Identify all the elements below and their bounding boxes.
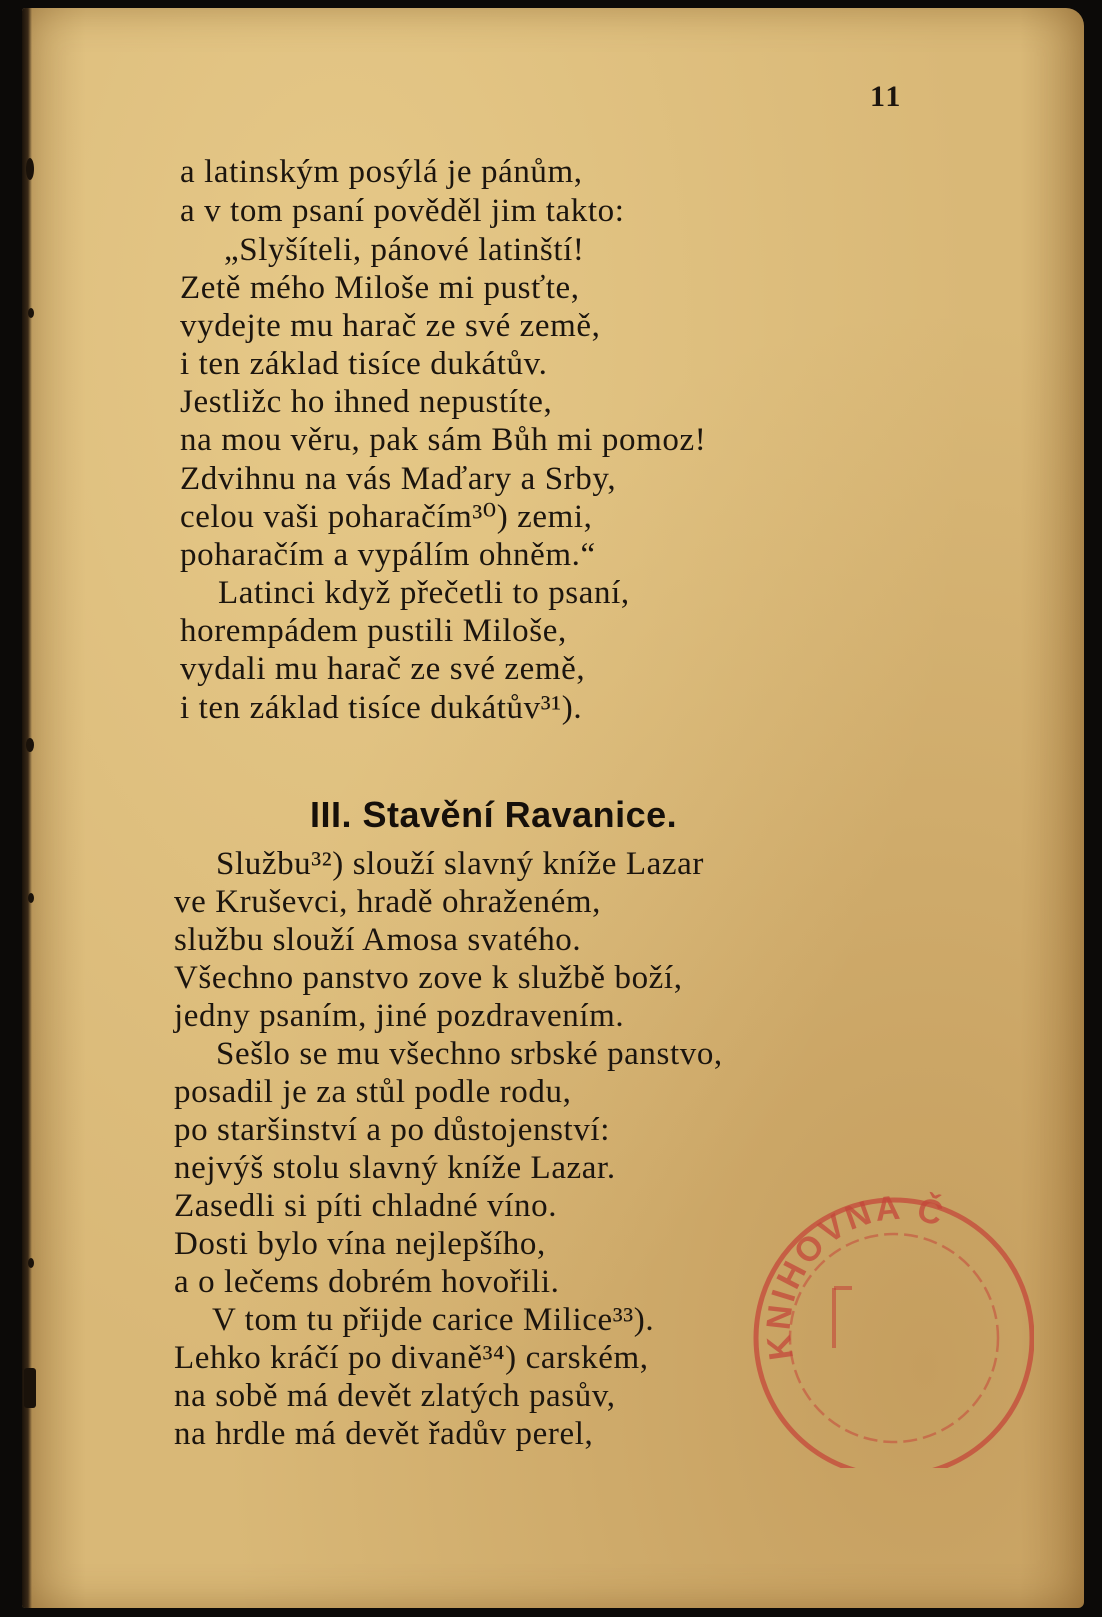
poem-line: nejvýš stolu slavný kníže Lazar. xyxy=(174,1150,616,1186)
poem-line: i ten základ tisíce dukátův. xyxy=(180,346,548,382)
poem-line: horempádem pustili Miloše, xyxy=(180,613,567,649)
poem-line: Lehko kráčí po divaně³⁴) carském, xyxy=(174,1340,649,1376)
poem-line: službu slouží Amosa svatého. xyxy=(174,922,582,958)
margin-speck xyxy=(28,1258,34,1268)
poem-line: i ten základ tisíce dukátův³¹). xyxy=(180,690,583,726)
poem-line: Jestližc ho ihned nepustíte, xyxy=(180,384,553,420)
poem-line: „Slyšíteli, pánové latinští! xyxy=(224,232,585,268)
section-heading: III. Stavění Ravanice. xyxy=(310,794,678,835)
svg-text:KNIHOVNA Č xyxy=(760,1189,950,1363)
poem-line: jedny psaním, jiné pozdravením. xyxy=(174,998,625,1034)
poem-line: Všechno panstvo zove k službě boží, xyxy=(174,960,683,996)
poem-line: Dosti bylo vína nejlepšího, xyxy=(174,1226,546,1262)
poem-line: Zetě mého Miloše mi pusťte, xyxy=(180,270,580,306)
poem-line: Zasedli si píti chladné víno. xyxy=(174,1188,558,1224)
poem-line: Zdvihnu na vás Maďary a Srby, xyxy=(180,461,617,497)
book-page xyxy=(22,8,1084,1608)
margin-speck xyxy=(28,893,34,903)
poem-line: vydali mu harač ze své země, xyxy=(180,651,586,687)
poem-line: vydejte mu harač ze své země, xyxy=(180,308,601,344)
poem-line: Službu³²) slouží slavný kníže Lazar xyxy=(216,846,704,882)
poem-line: a latinským posýlá je pánům, xyxy=(180,154,583,190)
stamp-text: KNIHOVNA Č xyxy=(759,1188,950,1363)
poem-line: celou vaši poharačím³⁰) zemi, xyxy=(180,499,593,535)
poem-line: Sešlo se mu všechno srbské panstvo, xyxy=(216,1036,723,1072)
margin-speck xyxy=(26,738,34,752)
poem-line: a v tom psaní pověděl jim takto: xyxy=(180,193,625,229)
poem-line: na sobě má devět zlatých pasův, xyxy=(174,1378,616,1414)
poem-line: posadil je za stůl podle rodu, xyxy=(174,1074,572,1110)
poem-line: a o lečems dobrém hovořili. xyxy=(174,1264,560,1300)
poem-line: poharačím a vypálím ohněm.“ xyxy=(180,537,596,573)
margin-speck xyxy=(26,158,34,180)
margin-speck xyxy=(28,308,34,318)
library-stamp xyxy=(734,1168,1034,1468)
page-number: 11 xyxy=(870,80,903,113)
poem-line: po staršinství a po důstojenství: xyxy=(174,1112,610,1148)
poem-line: Latinci když přečetli to psaní, xyxy=(218,575,630,611)
poem-line: na mou věru, pak sám Bůh mi pomoz! xyxy=(180,422,707,458)
poem-line: ve Kruševci, hradě ohraženém, xyxy=(174,884,601,920)
poem-line: na hrdle má devět řadův perel, xyxy=(174,1416,594,1452)
poem-line: V tom tu přijde carice Milice³³). xyxy=(212,1302,655,1338)
margin-speck xyxy=(24,1368,36,1408)
